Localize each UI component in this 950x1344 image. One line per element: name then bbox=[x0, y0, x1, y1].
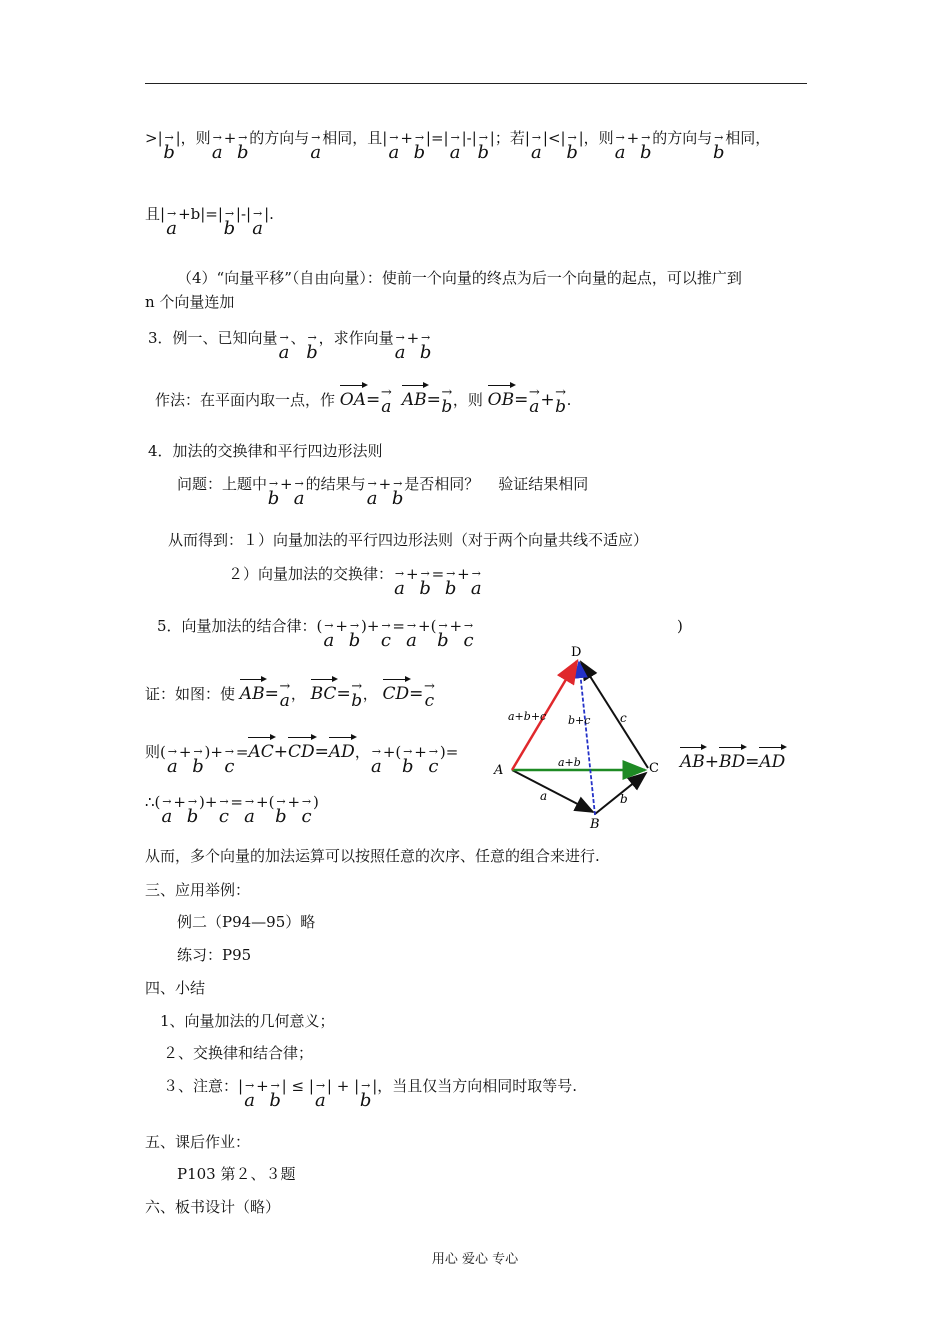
vector-bc-line bbox=[579, 662, 595, 815]
parallelogram-rule: 从而得到：１）向量加法的平行四边形法则（对于两个向量共线不适应） bbox=[168, 531, 649, 549]
vector-addition-diagram bbox=[490, 640, 670, 835]
section-application: 三、应用举例： bbox=[145, 881, 251, 899]
label-a-plus-b-plus-c: a+b+c bbox=[508, 710, 547, 723]
header-rule bbox=[145, 83, 807, 84]
vector-c-line bbox=[581, 662, 648, 768]
paragraph-magnitude-rule: >| → b |，则 → a + → b 的方向与 → a 相同，且| → a + → b |=| → a |-| → b |；若| → a |<| → b |，则 → a + → b 的方向与 → b 相同， bbox=[145, 129, 771, 163]
associative-summary: 从而，多个向量的加法运算可以按照任意的次序、任意的组合来进行. bbox=[145, 847, 600, 865]
point-a-label: A bbox=[494, 763, 504, 778]
summary-item-2: ２、交换律和结合律； bbox=[163, 1044, 314, 1062]
label-c: c bbox=[620, 711, 627, 725]
homework-item: P103 第２、３题 bbox=[177, 1165, 296, 1183]
label-a: a bbox=[540, 789, 548, 803]
associative-law: 5．向量加法的结合律：( → a + → b )+ → c = → a +( → b + → c bbox=[157, 617, 474, 651]
summary-item-3: ３、注意：| → a + → b | ≤ | → a | + | → b |，当且仅当方向相同时取等号. bbox=[163, 1077, 578, 1111]
label-a-plus-b: a+b bbox=[558, 756, 581, 769]
section-summary: 四、小结 bbox=[145, 979, 206, 997]
proof-then-right: AB+BD=AD bbox=[680, 746, 785, 772]
construction-method: 作法：在平面内取一点，作 OA= → a AB= → b ，则 OB= → a + → b . bbox=[155, 385, 572, 417]
label-b-plus-c: b+c bbox=[568, 714, 591, 727]
section-board-design: 六、板书设计（略） bbox=[145, 1198, 281, 1216]
associative-close-paren: ) bbox=[677, 617, 683, 635]
proof-then: 则( → a + → b )+ → c =AC+CD=AD， → a +( → b + → c )= bbox=[145, 736, 458, 777]
example-one: 3．例一、已知向量 → a 、 → b ，求作向量 → a + → b bbox=[148, 329, 432, 363]
practice: 练习：P95 bbox=[177, 946, 252, 964]
page-footer: 用心 爱心 专心 bbox=[431, 1252, 519, 1267]
paragraph-translation-line2: n 个向量连加 bbox=[145, 293, 235, 311]
section-homework: 五、课后作业： bbox=[145, 1133, 251, 1151]
label-b: b bbox=[620, 792, 628, 806]
paragraph-magnitude-rule-cont: 且| → a +b|=| → b |-| → a |. bbox=[145, 205, 274, 239]
paragraph-translation-line1: （4）“向量平移”（自由向量）：使前一个向量的终点为后一个向量的起点，可以推广到 bbox=[177, 269, 742, 287]
example-two: 例二（P94—95）略 bbox=[177, 913, 316, 931]
point-d-label: D bbox=[571, 645, 582, 660]
summary-item-1: 1、向量加法的几何意义； bbox=[160, 1012, 335, 1030]
point-b-label: B bbox=[590, 817, 600, 832]
point-c-label: C bbox=[649, 761, 659, 776]
question-line: 问题：上题中 → b + → a 的结果与 → a + → b 是否相同？ 验证结果相同 bbox=[177, 475, 589, 509]
proof-setup: 证：如图：使 AB= → a ， BC= → b ， CD= → c bbox=[145, 679, 435, 711]
vector-a-line bbox=[512, 770, 593, 812]
proof-conclusion: ∴( → a + → b )+ → c = → a +( → b + → c ) bbox=[145, 793, 319, 827]
commutative-law: ２）向量加法的交换律： → a + → b = → b + → a bbox=[228, 565, 482, 599]
heading-commutative-law: 4．加法的交换律和平行四边形法则 bbox=[148, 442, 383, 460]
